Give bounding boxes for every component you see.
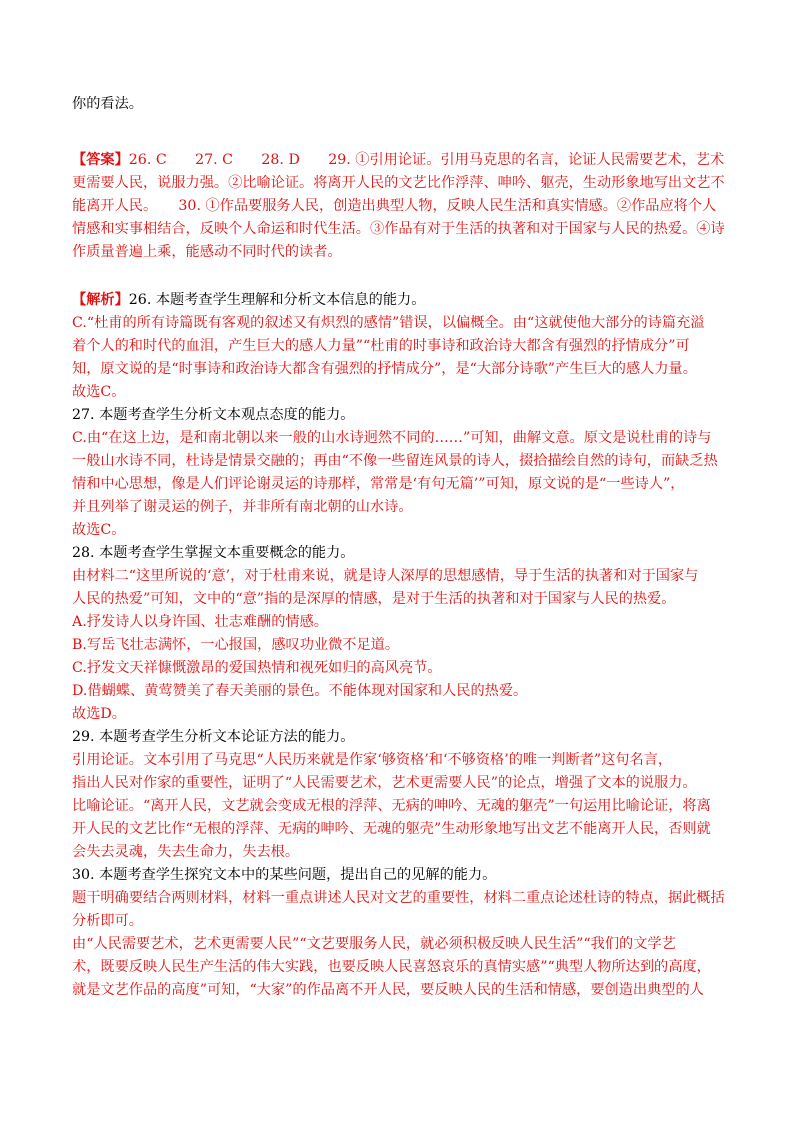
analysis-line: C.“杜甫的所有诗篇既有客观的叙述又有炽烈的感情”错误，以偏概全。由“这就使他大部分的诗篇充溢 — [72, 315, 705, 331]
analysis-line: 引用论证。文本引用了马克思“人民历来就是作家‘够资格’和‘不够资格’的唯一判断者”这句名言， — [72, 752, 673, 768]
analysis-line: 故选D。 — [72, 706, 126, 722]
answer-line-1: 【答案】26. C 27. C 28. D 29. ①引用论证。引用马克思的名言，论证人民需要艺术，艺术 — [72, 152, 725, 168]
analysis-line: 术，既要反映人民生产生活的伟大实践，也要反映人民喜怒哀乐的真情实感”“典型人物所达到的高度， — [72, 959, 711, 975]
analysis-line: B.写岳飞壮志满怀，一心报国，感叹功业微不足道。 — [72, 637, 400, 653]
analysis-line: 人民的热爱”可知，文中的“意”指的是深厚的情感，是对于生活的执著和对于国家与人民的热爱。 — [72, 591, 676, 607]
analysis-line: 开人民的文艺比作“无根的浮萍、无病的呻吟、无魂的躯壳”生动形象地写出文艺不能离开人民，否则就 — [72, 821, 711, 837]
analysis-line: 由“人民需要艺术，艺术更需要人民”“文艺要服务人民，就必须积极反映人民生活”“我们的文学艺 — [72, 936, 676, 952]
analysis-line: 并且列举了谢灵运的例子，并非所有南北朝的山水诗。 — [72, 499, 413, 515]
analysis-line: 故选C。 — [72, 384, 126, 400]
analysis-line-0: 【解析】26. 本题考查学生理解和分析文本信息的能力。 — [72, 292, 426, 308]
answer-line-3: 能离开人民。 30. ①作品要服务人民，创造出典型人物，反映人民生活和真实情感。②作品应将个人 — [72, 198, 717, 214]
analysis-line: 知，原文说的是“时事诗和政治诗大都含有强烈的抒情成分”，是“大部分诗歌”产生巨大的感人力量。 — [72, 361, 697, 377]
analysis-line: 会失去灵魂，失去生命力，失去根。 — [72, 844, 300, 860]
analysis-line: 比喻论证。“离开人民，文艺就会变成无根的浮萍、无病的呻吟、无魂的躯壳”一句运用比喻论证，将离 — [72, 798, 711, 814]
analysis-line: C.由“在这上边，是和南北朝以来一般的山水诗迥然不同的……”可知，曲解文意。原文是说杜甫的诗与 — [72, 430, 712, 446]
analysis-line: 29. 本题考查学生分析文本论证方法的能力。 — [72, 729, 355, 745]
analysis-line: 就是文艺作品的高度”可知，“大家”的作品离不开人民，要反映人民的生活和情感，要创造出典型的人 — [72, 982, 704, 998]
analysis-line: 故选C。 — [72, 522, 126, 538]
answer-line-4: 情感和实事相结合，反映个人命运和时代生活。③作品有对于生活的执著和对于国家与人民的热爱。④诗 — [72, 221, 725, 237]
analysis-line: D.借蝴蝶、黄莺赞美了春天美丽的景色。不能体现对国家和人民的热爱。 — [72, 683, 528, 699]
analysis-line: 情和中心思想，像是人们评论谢灵运的诗那样，常常是‘有句无篇’”可知，原文说的是“一些诗人”， — [72, 476, 685, 492]
analysis-line: 28. 本题考查学生掌握文本重要概念的能力。 — [72, 545, 355, 561]
analysis-line: 分析即可。 — [72, 913, 143, 929]
analysis-line: 27. 本题考查学生分析文本观点态度的能力。 — [72, 407, 355, 423]
answer-line-5: 作质量普遍上乘，能感动不同时代的读者。 — [72, 244, 342, 260]
analysis-line: C.抒发文天祥慷慨激昂的爱国热情和视死如归的高风亮节。 — [72, 660, 442, 676]
analysis-line: 指出人民对作家的重要性，证明了“人民需要艺术，艺术更需要人民”的论点，增强了文本的说服力。 — [72, 775, 697, 791]
analysis-line: A.抒发诗人以身许国、壮志难酬的情感。 — [72, 614, 328, 630]
analysis-line: 一般山水诗不同，杜诗是情景交融的；再由“不像一些留连风景的诗人，掇拾描绘自然的诗句，而缺乏热 — [72, 453, 718, 469]
answer-line-2: 更需要人民，说服力强。②比喻论证。将离开人民的文艺比作浮萍、呻吟、躯壳，生动形象地写出文艺不 — [72, 175, 725, 191]
analysis-tag: 【解析】 — [72, 292, 129, 308]
analysis-line: 着个人的和时代的血泪，产生巨大的感人力量”“杜甫的时事诗和政治诗大都含有强烈的抒情成分”可 — [72, 338, 690, 354]
analysis-line: 由材料二“这里所说的‘意’，对于杜甫来说，就是诗人深厚的思想感情，导于生活的执著和对于国家与 — [72, 568, 699, 584]
analysis-line: 题干明确要结合两则材料，材料一重点讲述人民对文艺的重要性，材料二重点论述杜诗的特点，据此概括 — [72, 890, 725, 906]
answer-tag: 【答案】 — [72, 152, 129, 168]
intro-text: 你的看法。 — [72, 96, 143, 112]
analysis-line: 30. 本题考查学生探究文本中的某些问题，提出自己的见解的能力。 — [72, 867, 497, 883]
